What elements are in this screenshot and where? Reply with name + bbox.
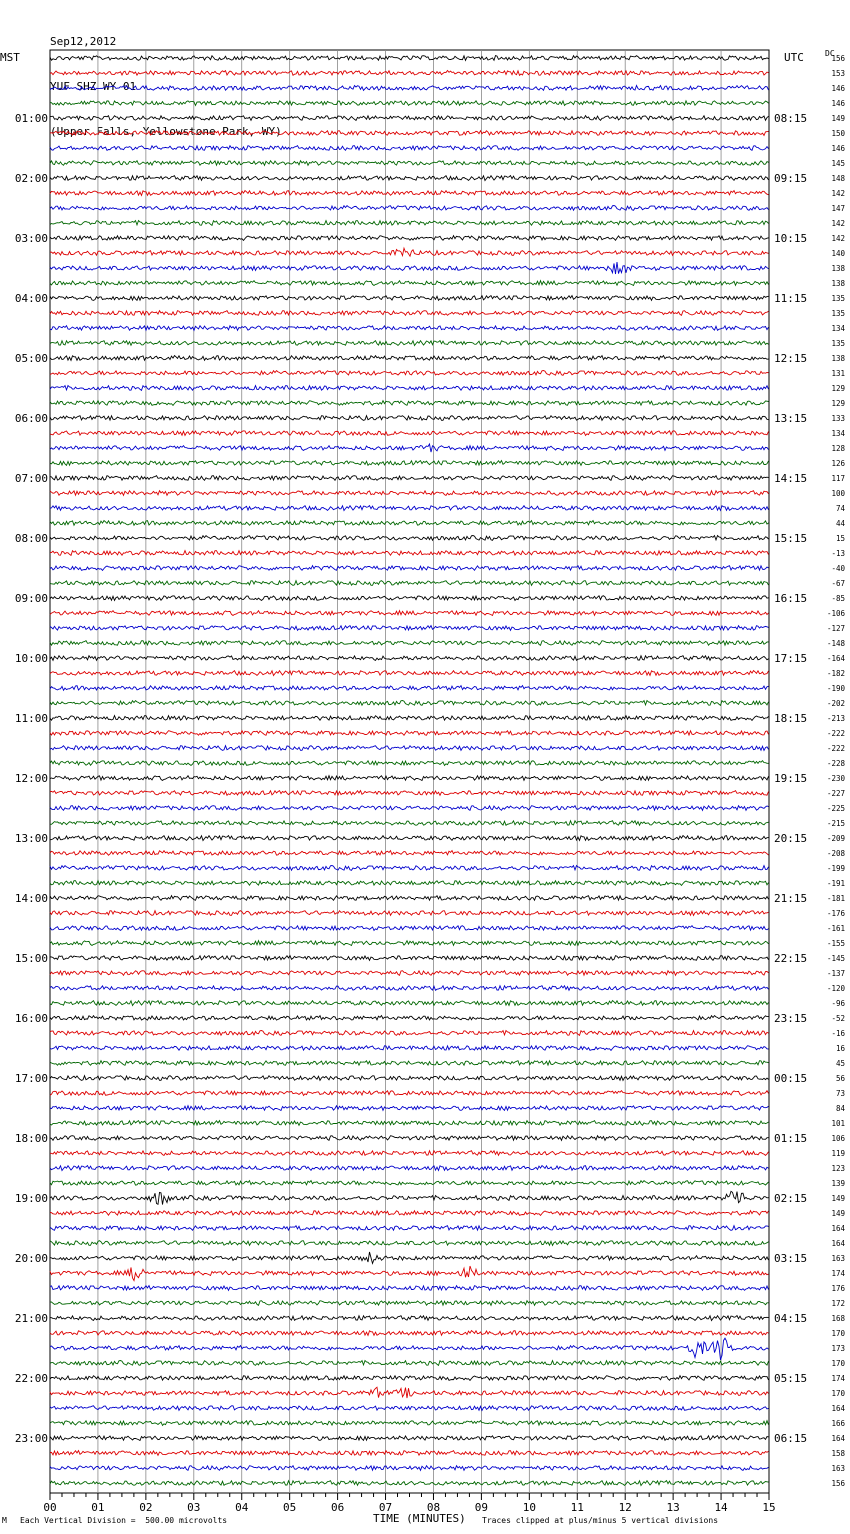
dc-offset-label: 149 <box>831 114 845 123</box>
dc-offset-label: 134 <box>831 429 845 438</box>
dc-offset-label: 142 <box>831 219 845 228</box>
dc-offset-label: 158 <box>831 1449 845 1458</box>
seismic-trace <box>50 941 769 946</box>
seismic-trace <box>50 1226 769 1231</box>
dc-offset-label: -16 <box>831 1029 845 1038</box>
dc-offset-label: 101 <box>831 1119 845 1128</box>
utc-hour-label: 09:15 <box>774 172 808 185</box>
dc-offset-label: -13 <box>831 549 845 558</box>
seismic-trace <box>50 1436 769 1441</box>
seismic-trace <box>50 281 769 286</box>
x-tick-label: 14 <box>714 1501 728 1514</box>
dc-offset-label: -222 <box>826 744 845 753</box>
utc-hour-label: 15:15 <box>774 532 808 545</box>
seismic-trace <box>50 161 769 166</box>
dc-offset-label: 123 <box>831 1164 845 1173</box>
seismic-trace <box>50 506 769 511</box>
dc-offset-label: 153 <box>831 69 845 78</box>
seismic-trace <box>50 131 769 136</box>
mst-hour-label: 06:00 <box>14 412 48 425</box>
mst-hour-label: 21:00 <box>14 1312 48 1325</box>
seismic-trace <box>50 1316 769 1321</box>
dc-offset-label: 44 <box>835 519 845 528</box>
dc-offset-label: -120 <box>826 984 845 993</box>
seismic-trace <box>50 71 769 76</box>
dc-offset-label: -106 <box>826 609 845 618</box>
seismic-trace <box>50 431 769 436</box>
seismic-trace <box>50 461 769 466</box>
dc-offset-label: 170 <box>831 1329 845 1338</box>
utc-hour-label: 21:15 <box>774 892 808 905</box>
seismic-trace <box>50 656 769 661</box>
dc-offset-label: 139 <box>831 1179 845 1188</box>
dc-offset-label: 129 <box>831 384 845 393</box>
dc-offset-label: 163 <box>831 1254 845 1263</box>
seismic-trace <box>50 176 769 181</box>
dc-offset-label: -96 <box>831 999 845 1008</box>
seismic-trace <box>50 146 769 151</box>
dc-offset-label: 170 <box>831 1359 845 1368</box>
mst-hour-label: 23:00 <box>14 1432 48 1445</box>
dc-offset-label: 172 <box>831 1299 845 1308</box>
seismic-trace <box>50 1241 769 1246</box>
seismic-trace <box>50 401 769 406</box>
seismic-trace <box>50 806 769 811</box>
dc-offset-label: 138 <box>831 279 845 288</box>
dc-offset-label: 100 <box>831 489 845 498</box>
seismic-trace <box>50 776 769 781</box>
dc-offset-label: 128 <box>831 444 845 453</box>
x-tick-label: 00 <box>43 1501 57 1514</box>
dc-offset-label: 163 <box>831 1464 845 1473</box>
utc-hour-label: 05:15 <box>774 1372 808 1385</box>
dc-offset-label: -208 <box>826 849 845 858</box>
dc-offset-label: 129 <box>831 399 845 408</box>
mst-hour-label: 14:00 <box>14 892 48 905</box>
seismic-trace <box>50 986 769 991</box>
dc-offset-label: -137 <box>826 969 845 978</box>
seismic-trace <box>50 416 769 421</box>
utc-hour-label: 20:15 <box>774 832 808 845</box>
seismic-trace <box>50 1181 769 1186</box>
mst-hour-label: 17:00 <box>14 1072 48 1085</box>
x-axis-title: TIME (MINUTES) <box>373 1512 466 1525</box>
station-id-text: YUF SHZ WY 01 <box>50 80 137 93</box>
seismic-trace <box>50 866 769 871</box>
seismic-trace <box>50 356 769 361</box>
seismic-trace <box>50 86 769 91</box>
dc-offset-label: 84 <box>835 1104 845 1113</box>
mst-hour-label: 16:00 <box>14 1012 48 1025</box>
mst-axis-label: MST <box>0 51 20 64</box>
utc-hour-label: 04:15 <box>774 1312 808 1325</box>
utc-axis-label: UTC <box>784 51 804 64</box>
seismic-trace <box>50 1286 769 1291</box>
seismic-trace <box>50 56 769 61</box>
dc-offset-label: 150 <box>831 129 845 138</box>
seismic-trace <box>50 341 769 346</box>
mst-hour-label: 02:00 <box>14 172 48 185</box>
dc-offset-label: 126 <box>831 459 845 468</box>
dc-offset-label: 156 <box>831 1479 845 1488</box>
seismic-trace <box>50 248 769 256</box>
plot-frame <box>50 50 769 1493</box>
seismic-trace <box>50 371 769 376</box>
seismic-trace <box>50 1016 769 1021</box>
seismic-trace <box>50 444 769 452</box>
seismic-trace <box>50 1387 769 1398</box>
seismic-trace <box>50 956 769 961</box>
mst-hour-label: 10:00 <box>14 652 48 665</box>
x-tick-label: 05 <box>283 1501 297 1514</box>
seismic-trace <box>50 836 769 841</box>
dc-offset-label: 131 <box>831 369 845 378</box>
mst-hour-label: 09:00 <box>14 592 48 605</box>
utc-hour-label: 11:15 <box>774 292 808 305</box>
utc-hour-label: 13:15 <box>774 412 808 425</box>
dc-offset-label: 174 <box>831 1374 845 1383</box>
seismic-trace <box>50 731 769 736</box>
x-axis <box>43 1493 775 1514</box>
dc-offset-label: 176 <box>831 1284 845 1293</box>
dc-offset-label: -145 <box>826 954 845 963</box>
dc-offset-label: 119 <box>831 1149 845 1158</box>
dc-offset-label: 147 <box>831 204 845 213</box>
mst-hour-label: 19:00 <box>14 1192 48 1205</box>
seismic-trace <box>50 1338 769 1360</box>
dc-offset-label: -222 <box>826 729 845 738</box>
seismic-trace <box>50 641 769 646</box>
dc-offset-label: 146 <box>831 99 845 108</box>
mst-hour-label: 12:00 <box>14 772 48 785</box>
dc-offset-label: 173 <box>831 1344 845 1353</box>
seismic-trace <box>50 761 769 766</box>
dc-offset-label: 73 <box>835 1089 845 1098</box>
utc-hour-label: 10:15 <box>774 232 808 245</box>
utc-hour-label: 23:15 <box>774 1012 808 1025</box>
dc-offset-label: 146 <box>831 84 845 93</box>
dc-offset-label: 142 <box>831 234 845 243</box>
dc-offset-label: -228 <box>826 759 845 768</box>
utc-hour-label: 16:15 <box>774 592 808 605</box>
dc-column-label: DC <box>825 49 835 58</box>
dc-offset-label: -225 <box>826 804 845 813</box>
mst-hour-label: 18:00 <box>14 1132 48 1145</box>
seismic-trace <box>50 1046 769 1051</box>
seismic-trace <box>50 1266 769 1281</box>
dc-offset-label: -209 <box>826 834 845 843</box>
mst-hour-label: 07:00 <box>14 472 48 485</box>
utc-hour-label: 06:15 <box>774 1432 808 1445</box>
x-tick-label: 08 <box>426 1501 441 1514</box>
seismic-trace <box>50 221 769 226</box>
seismic-trace <box>50 386 769 391</box>
seismic-trace <box>50 671 769 676</box>
seismic-trace <box>50 716 769 721</box>
seismic-trace <box>50 611 769 616</box>
dc-offset-label: 140 <box>831 249 845 258</box>
dc-offset-label: -164 <box>826 654 845 663</box>
x-tick-label: 11 <box>570 1501 584 1514</box>
mst-hour-label: 03:00 <box>14 232 48 245</box>
seismic-trace <box>50 1466 769 1471</box>
x-tick-label: 06 <box>330 1501 345 1514</box>
seismic-trace <box>50 1076 769 1081</box>
date-text: Sep12,2012 <box>50 35 117 48</box>
dc-offset-label: 142 <box>831 189 845 198</box>
seismic-trace <box>50 1331 769 1336</box>
seismic-trace <box>50 476 769 481</box>
seismic-trace <box>50 1376 769 1381</box>
seismic-trace <box>50 1061 769 1066</box>
seismic-trace <box>50 296 769 301</box>
dc-offset-label: -191 <box>826 879 845 888</box>
dc-offset-label: -202 <box>826 699 845 708</box>
x-tick-label: 04 <box>235 1501 249 1514</box>
seismic-trace <box>50 1151 769 1156</box>
dc-offset-label: 56 <box>835 1074 845 1083</box>
seismic-trace <box>50 596 769 601</box>
dc-offset-label: 138 <box>831 264 845 273</box>
seismic-trace <box>50 326 769 331</box>
seismic-trace <box>50 1191 769 1204</box>
seismic-trace <box>50 116 769 121</box>
dc-offset-label: -161 <box>826 924 845 933</box>
utc-hour-label: 19:15 <box>774 772 808 785</box>
dc-offset-label: -182 <box>826 669 845 678</box>
dc-offset-label: 135 <box>831 309 845 318</box>
dc-offset-label: 149 <box>831 1209 845 1218</box>
x-tick-label: 07 <box>378 1501 393 1514</box>
seismic-trace <box>50 896 769 901</box>
seismic-trace <box>50 1451 769 1456</box>
seismic-trace <box>50 821 769 826</box>
dc-offset-label: 174 <box>831 1269 845 1278</box>
dc-offset-label: 170 <box>831 1389 845 1398</box>
dc-offset-label: 145 <box>831 159 845 168</box>
seismic-trace <box>50 1481 769 1486</box>
seismic-trace <box>50 911 769 916</box>
seismic-trace <box>50 1301 769 1306</box>
location-text: (Upper Falls, Yellowstone Park, WY) <box>50 125 282 138</box>
seismic-trace <box>50 101 769 106</box>
seismic-trace <box>50 1211 769 1216</box>
seismic-trace <box>50 1166 769 1171</box>
dc-offset-label: 74 <box>835 504 845 513</box>
seismic-trace <box>50 1031 769 1036</box>
seismic-trace <box>50 566 769 571</box>
mst-hour-label: 13:00 <box>14 832 48 845</box>
dc-offset-label: -230 <box>826 774 845 783</box>
dc-offset-label: 166 <box>831 1419 845 1428</box>
dc-offset-label: -176 <box>826 909 845 918</box>
dc-offset-label: -199 <box>826 864 845 873</box>
seismic-trace <box>50 746 769 751</box>
mst-hour-label: 22:00 <box>14 1372 48 1385</box>
seismic-traces <box>50 56 769 1486</box>
seismic-trace <box>50 881 769 886</box>
utc-hour-label: 17:15 <box>774 652 808 665</box>
dc-offset-label: -190 <box>826 684 845 693</box>
seismic-trace <box>50 686 769 691</box>
seismic-trace <box>50 581 769 586</box>
mst-hour-label: 08:00 <box>14 532 48 545</box>
dc-offset-label: 149 <box>831 1194 845 1203</box>
dc-offset-label: 133 <box>831 414 845 423</box>
seismic-trace <box>50 1091 769 1096</box>
dc-offset-label: -227 <box>826 789 845 798</box>
dc-offset-label: -215 <box>826 819 845 828</box>
seismic-trace <box>50 521 769 526</box>
mst-hour-label: 15:00 <box>14 952 48 965</box>
dc-offset-label: 164 <box>831 1434 845 1443</box>
dc-offset-label: 164 <box>831 1239 845 1248</box>
seismic-trace <box>50 1001 769 1006</box>
seismic-trace <box>50 191 769 196</box>
dc-offset-label: -85 <box>831 594 845 603</box>
dc-offset-label: -148 <box>826 639 845 648</box>
seismic-trace <box>50 262 769 274</box>
clip-note: Traces clipped at plus/minus 5 vertical divisions <box>482 1516 719 1525</box>
x-tick-label: 02 <box>139 1501 153 1514</box>
utc-hour-label: 12:15 <box>774 352 808 365</box>
dc-offset-label: 164 <box>831 1404 845 1413</box>
dc-offset-label: -40 <box>831 564 845 573</box>
seismic-trace <box>50 1136 769 1141</box>
utc-hour-label: 08:15 <box>774 112 808 125</box>
minute-gridlines <box>50 50 769 1493</box>
utc-hour-label: 02:15 <box>774 1192 808 1205</box>
seismic-trace <box>50 1252 769 1263</box>
dc-offset-label: 16 <box>835 1044 845 1053</box>
seismic-trace <box>50 1106 769 1111</box>
dc-offset-label: 45 <box>835 1059 845 1068</box>
seismic-trace <box>50 311 769 316</box>
dc-offset-label: 138 <box>831 354 845 363</box>
dc-offset-label: -52 <box>831 1014 845 1023</box>
x-tick-label: 01 <box>91 1501 105 1514</box>
dc-offset-label: 15 <box>835 534 845 543</box>
seismic-trace <box>50 236 769 241</box>
dc-offset-label: 106 <box>831 1134 845 1143</box>
mst-hour-label: 01:00 <box>14 112 48 125</box>
seismic-trace <box>50 971 769 976</box>
mst-hour-label: 05:00 <box>14 352 48 365</box>
seismic-trace <box>50 1361 769 1366</box>
mst-hour-label: 20:00 <box>14 1252 48 1265</box>
x-tick-label: 13 <box>666 1501 680 1514</box>
dc-offset-label: 164 <box>831 1224 845 1233</box>
seismic-trace <box>50 206 769 211</box>
seismic-trace <box>50 1121 769 1126</box>
x-tick-label: 10 <box>522 1501 536 1514</box>
seismic-trace <box>50 791 769 796</box>
seismic-trace <box>50 851 769 856</box>
dc-offset-label: 156 <box>831 54 845 63</box>
seismic-trace <box>50 551 769 556</box>
dc-offset-label: 135 <box>831 339 845 348</box>
dc-offset-label: 117 <box>831 474 845 483</box>
seismic-trace <box>50 926 769 931</box>
utc-hour-label: 00:15 <box>774 1072 808 1085</box>
dc-offset-label: -155 <box>826 939 845 948</box>
seismic-trace <box>50 536 769 541</box>
mst-hour-label: 11:00 <box>14 712 48 725</box>
utc-hour-label: 14:15 <box>774 472 808 485</box>
dc-offset-label: -181 <box>826 894 845 903</box>
utc-hour-label: 18:15 <box>774 712 808 725</box>
seismic-trace <box>50 626 769 631</box>
seismic-trace <box>50 1406 769 1411</box>
x-tick-label: 15 <box>762 1501 776 1514</box>
scale-note: Each Vertical Division = 500.00 microvolts <box>20 1516 228 1525</box>
seismic-trace <box>50 491 769 496</box>
utc-hour-label: 22:15 <box>774 952 808 965</box>
mst-hour-label: 04:00 <box>14 292 48 305</box>
seismic-trace <box>50 1421 769 1426</box>
dc-offset-label: -67 <box>831 579 845 588</box>
footer-mark: M <box>2 1516 7 1525</box>
dc-offset-label: 148 <box>831 174 845 183</box>
x-tick-label: 12 <box>618 1501 632 1514</box>
dc-offset-label: -127 <box>826 624 845 633</box>
dc-offset-label: -213 <box>826 714 845 723</box>
dc-offset-label: 168 <box>831 1314 845 1323</box>
dc-offset-label: 135 <box>831 294 845 303</box>
x-tick-label: 09 <box>474 1501 489 1514</box>
x-tick-label: 03 <box>187 1501 201 1514</box>
dc-offset-label: 146 <box>831 144 845 153</box>
utc-hour-label: 01:15 <box>774 1132 808 1145</box>
dc-offset-label: 134 <box>831 324 845 333</box>
seismic-trace <box>50 701 769 706</box>
utc-hour-label: 03:15 <box>774 1252 808 1265</box>
